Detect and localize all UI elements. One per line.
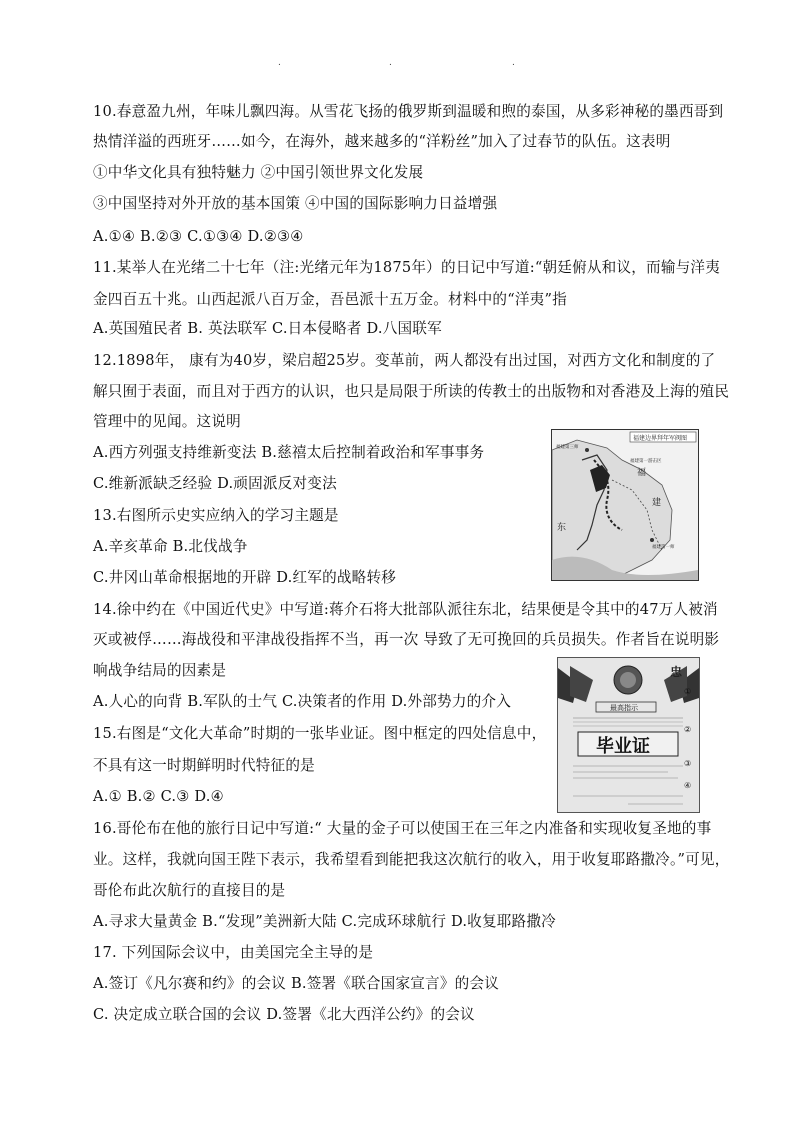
map-label: 福建第一游击区 [630, 459, 662, 464]
header-dot: . [389, 58, 392, 68]
text-line: 解只囿于表面，而且对于西方的认识，也只是局限于所读的传教士的出版物和对香港及上海的殖民 [93, 383, 730, 400]
text-line: 业。这样，我就向国王陛下表示，我希望看到能把我这次航行的收入，用于收复耶路撒冷。”可见， [93, 851, 730, 868]
text-line: 不具有这一时期鲜明时代特征的是 [93, 757, 315, 774]
text-line: 16.哥伦布在他的旅行日记中写道:“ 大量的金子可以使国王在三年之内准备和实现收复圣地的事 [93, 820, 712, 837]
cert-title: 毕业证 [596, 736, 650, 757]
text-line: C. 决定成立联合国的会议 D.签署《北大西洋公约》的会议 [93, 1006, 475, 1023]
text-line: A.寻求大量黄金 B.“发现”美洲新大陆 C.完成环球航行 D.收复耶路撒冷 [93, 913, 556, 930]
text-line: 11.某举人在光绪二十七年（注:光绪元年为1875年）的日记中写道:“朝廷俯从和议，而输与洋夷 [93, 259, 721, 276]
text-line: A.英国殖民者 B. 英法联军 C.日本侵略者 D.八国联军 [93, 320, 442, 337]
text-line: A.人心的向背 B.军队的士气 C.决策者的作用 D.外部势力的介入 [93, 693, 512, 710]
map-label: 福建第一师 [652, 545, 675, 550]
map-title: 福建边界拜年军阀图 [633, 435, 688, 442]
cert-top-char: 忠 [670, 665, 683, 679]
header-dots [0, 58, 794, 68]
cert-marker: ④ [684, 781, 692, 790]
text-line: ①中华文化具有独特魅力 ②中国引领世界文化发展 [93, 164, 424, 181]
header-dot: . [278, 58, 281, 68]
text-line: A.辛亥革命 B.北伐战争 [93, 538, 248, 555]
cert-marker: ② [684, 725, 692, 734]
map-label: 东 [557, 523, 567, 533]
map-figure [551, 429, 699, 581]
map-illustration [552, 430, 698, 580]
text-line: A.签订《凡尔赛和约》的会议 B.签署《联合国家宣言》的会议 [93, 975, 500, 992]
map-label: 福建第三师 [556, 445, 579, 450]
text-line: 15.右图是“文化大革命”时期的一张毕业证。图中框定的四处信息中， [93, 725, 547, 742]
text-line: 10.春意盈九州，年味儿飘四海。从雪花飞扬的俄罗斯到温暖和煦的泰国，从多彩神秘的墨西哥到 [93, 103, 724, 120]
map-label: 建 [652, 498, 662, 508]
text-line: A.西方列强支持维新变法 B.慈禧太后控制着政治和军事事务 [93, 444, 485, 461]
cert-heading: 最高指示 [610, 704, 638, 712]
text-line: A.① B.② C.③ D.④ [93, 788, 224, 805]
text-line: A.①④ B.②③ C.①③④ D.②③④ [93, 228, 304, 245]
text-line: C.井冈山革命根据地的开辟 D.红军的战略转移 [93, 569, 397, 586]
text-line: 13.右图所示史实应纳入的学习主题是 [93, 507, 339, 524]
cert-marker: ① [684, 687, 692, 696]
text-line: 哥伦布此次航行的直接目的是 [93, 882, 286, 899]
certificate-illustration [558, 658, 699, 812]
text-line: ③中国坚持对外开放的基本国策 ④中国的国际影响力日益增强 [93, 195, 498, 212]
map-label: 福 [637, 468, 647, 478]
text-line: 响战争结局的因素是 [93, 662, 227, 679]
text-line: 热情洋溢的西班牙……如今，在海外，越来越多的“洋粉丝”加入了过春节的队伍。这表明 [93, 133, 671, 150]
text-line: 灭或被俘……海战役和平津战役指挥不当，再一次 导致了无可挽回的兵员损失。作者旨在说明影 [93, 631, 720, 648]
text-line: C.维新派缺乏经验 D.顽固派反对变法 [93, 475, 337, 492]
header-dot: . [512, 58, 515, 68]
text-line: 金四百五十兆。山西起派八百万金，吾邑派十五万金。材料中的“洋夷”指 [93, 291, 567, 308]
text-line: 12.1898年， 康有为40岁，梁启超25岁。变革前，两人都没有出过国，对西方文化和制度的了 [93, 352, 716, 369]
text-line: 17. 下列国际会议中，由美国完全主导的是 [93, 944, 374, 961]
certificate-figure [557, 657, 700, 813]
text-line: 14.徐中约在《中国近代史》中写道:蒋介石将大批部队派往东北，结果便是令其中的47万人被消 [93, 601, 718, 618]
cert-marker: ③ [684, 759, 692, 768]
text-line: 管理中的见闻。这说明 [93, 413, 241, 430]
